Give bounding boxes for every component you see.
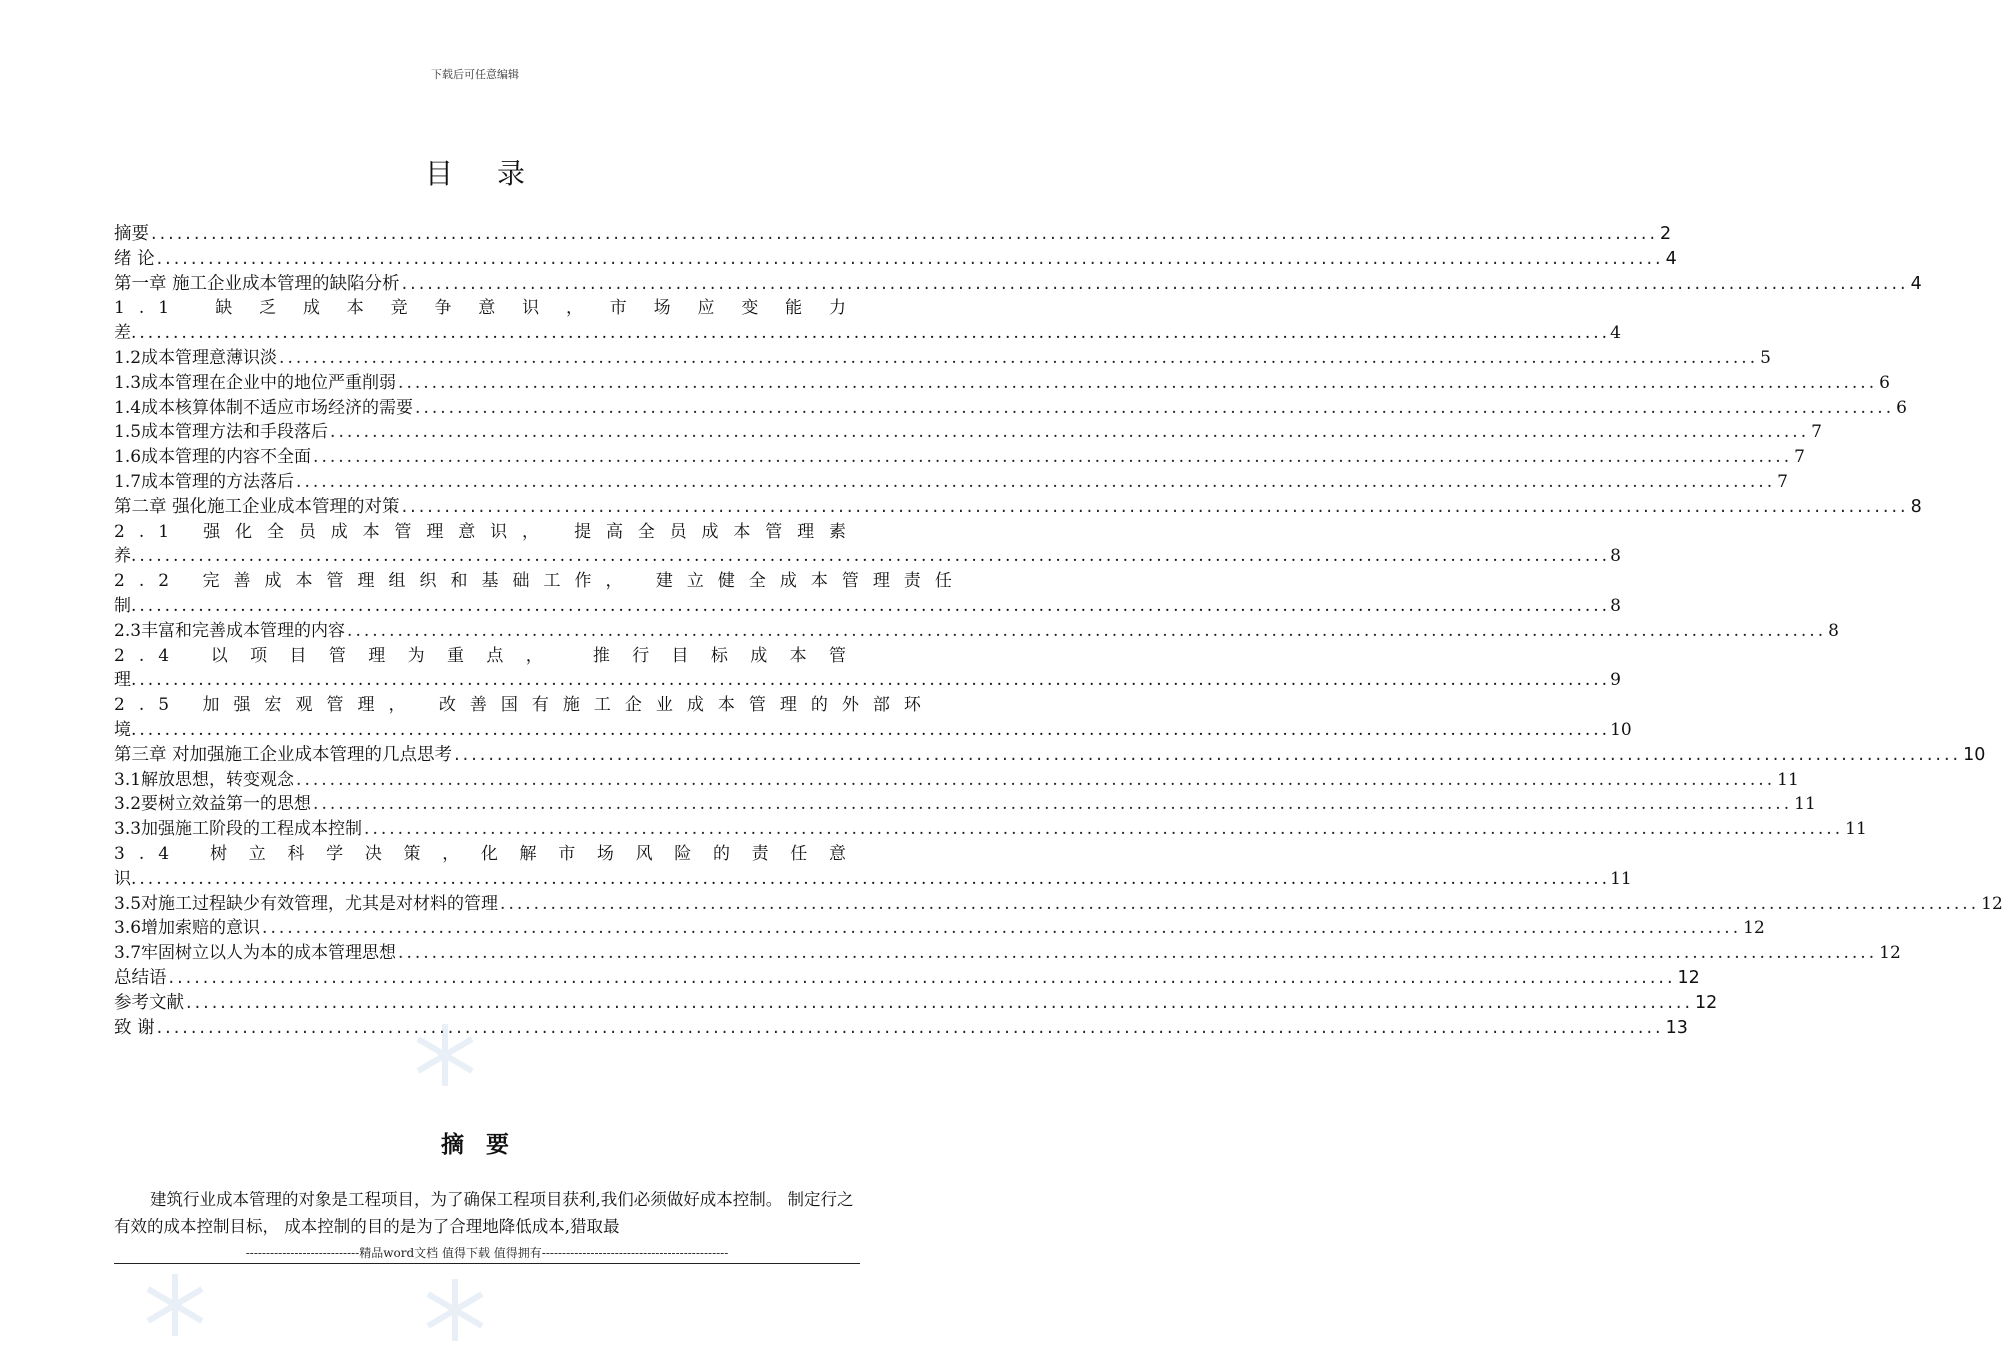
toc-page-number: 6 [1879,372,1890,393]
toc-page-number: 7 [1777,471,1788,492]
toc-entry[interactable] [114,222,1672,247]
toc-page-number: 11 [1794,794,1816,815]
toc-entry-label: 2.3丰富和完善成本管理的内容 [114,620,346,641]
toc-entry[interactable] [114,247,1677,272]
toc-entry-label: 第二章 强化施工企业成本管理的对策 [114,496,400,517]
toc-leader-dots [169,966,1676,991]
toc-leader-dots [131,321,1610,346]
toc-page-number: 8 [1828,620,1839,641]
toc-entry-label: 1.7成本管理的方法落后 [114,471,295,492]
toc-entry[interactable] [114,693,1632,743]
toc-entry-label: 1.1 缺乏成本竞争意识，市场应变能力 [114,298,860,319]
toc-page-number: 8 [1610,595,1621,616]
toc-entry-label: 3.2要树立效益第一的思想 [114,794,312,815]
toc-page-number: 12 [1695,992,1718,1013]
toc-page-number: 12 [1743,918,1765,939]
toc-entry-label: 1.6成本管理的内容不全面 [114,447,312,468]
toc-page-number: 7 [1794,447,1805,468]
toc-entry-label: 1.2成本管理意薄识淡 [114,347,278,368]
snowflake-watermark-icon [140,1270,210,1340]
toc-leader-dots [330,420,1809,445]
toc-entry-label: 3.6增加索赔的意识 [114,918,261,939]
toc-entry[interactable] [114,892,2003,917]
toc-entry[interactable] [114,991,1718,1016]
toc-leader-dots [131,594,1610,619]
toc-entry-label-tail: 养 [114,546,131,567]
toc-entry[interactable] [114,941,1901,966]
toc-entry-label: 致 谢 [114,1017,155,1038]
toc-leader-dots [398,371,1877,396]
toc-leader-dots [131,718,1610,743]
toc-page-number: 2 [1660,224,1672,244]
abstract-title: 摘要 [441,1132,531,1158]
toc-leader-dots [296,768,1775,793]
toc-leader-dots [402,495,1909,520]
table-of-contents [114,222,2003,1040]
toc-entry[interactable] [114,644,1621,694]
toc-entry-label: 3.5对施工过程缺少有效管理，尤其是对材料的管理 [114,893,499,914]
toc-entry-label: 总结语 [114,967,167,988]
toc-leader-dots [157,1016,1664,1041]
toc-entry-label: 2.5 加强宏观管理， 改善国有施工企业成本管理的外部环 [114,695,935,716]
toc-page-number: 12 [1677,967,1700,988]
toc-entry[interactable] [114,495,1922,520]
snowflake-watermark-icon [420,1275,490,1345]
toc-leader-dots [157,247,1664,272]
toc-entry-label-tail: 差 [114,323,131,344]
toc-leader-dots [296,470,1775,495]
toc-entry-label-tail: 制 [114,595,131,616]
toc-entry[interactable] [114,569,1621,619]
toc-page-number: 11 [1845,819,1867,840]
toc-entry-label: 3.1解放思想，转变观念 [114,769,295,790]
toc-entry-label: 3.7牢固树立以人为本的成本管理思想 [114,943,397,964]
toc-leader-dots [131,668,1610,693]
toc-page-number: 11 [1777,769,1799,790]
toc-entry-label: 第三章 对加强施工企业成本管理的几点思考 [114,744,453,765]
toc-leader-dots [262,916,1741,941]
toc-entry-label: 1.4成本核算体制不适应市场经济的需要 [114,397,414,418]
toc-page-number: 11 [1610,868,1632,889]
toc-page-number: 4 [1910,273,1922,294]
toc-page-number: 8 [1910,496,1922,517]
toc-entry[interactable] [114,470,1788,495]
header-note: 下载后可任意编辑 [431,68,519,81]
toc-entry[interactable] [114,346,1771,371]
toc-page-number: 7 [1811,422,1822,443]
footer-note: ----------------------------精品word文档 值得下载 值得拥有---------------------------------------------- [245,1246,729,1260]
toc-page-number: 5 [1760,347,1771,368]
toc-entry-label: 1.5成本管理方法和手段落后 [114,422,329,443]
toc-page-number: 4 [1665,248,1677,269]
toc-entry-label: 2.2 完善成本管理组织和基础工作， 建立健全成本管理责任 [114,571,966,592]
toc-entry-label-tail: 识 [114,868,131,889]
footer-divider [114,1263,860,1264]
toc-entry[interactable] [114,296,1621,346]
toc-leader-dots [454,743,1961,768]
toc-page-number: 10 [1963,744,1986,765]
toc-entry-label: 3.3加强施工阶段的工程成本控制 [114,819,363,840]
toc-entry[interactable] [114,768,1799,793]
abstract-text: 建筑行业成本管理的对象是工程项目，为了确保工程项目获利,我们必须做好成本控制。 制定行之有效的成本控制目标， 成本控制的目的是为了合理地降低成本,猎取最 [114,1190,854,1236]
toc-entry[interactable] [114,371,1890,396]
toc-leader-dots [131,867,1610,892]
toc-leader-dots [398,941,1877,966]
toc-leader-dots [131,544,1610,569]
toc-entry[interactable] [114,743,1986,768]
toc-entry[interactable] [114,619,1839,644]
snowflake-watermark-icon [410,1020,480,1090]
toc-entry-label: 绪 论 [114,248,155,269]
toc-entry[interactable] [114,817,1867,842]
toc-entry[interactable] [114,842,1632,892]
toc-entry-label: 第一章 施工企业成本管理的缺陷分析 [114,273,400,294]
toc-entry[interactable] [114,1016,1688,1041]
toc-page-number: 9 [1610,670,1621,691]
toc-entry[interactable] [114,396,1907,421]
toc-entry-label: 2.4 以项目管理为重点， 推行目标成本管 [114,645,860,666]
toc-entry-label: 参考文献 [114,992,184,1013]
toc-leader-dots [279,346,1758,371]
toc-leader-dots [151,222,1658,247]
toc-entry-label-tail: 境 [114,719,131,740]
toc-entry[interactable] [114,792,1816,817]
toc-leader-dots [313,792,1792,817]
toc-entry-label: 1.3成本管理在企业中的地位严重削弱 [114,372,397,393]
toc-title: 目录 [424,157,569,190]
toc-entry[interactable] [114,272,1922,297]
toc-page-number: 10 [1610,719,1632,740]
toc-leader-dots [402,272,1909,297]
toc-entry[interactable] [114,916,1765,941]
toc-entry-label: 摘要 [114,224,149,244]
toc-entry-label-tail: 理 [114,670,131,691]
toc-leader-dots [186,991,1693,1016]
toc-entry[interactable] [114,966,1700,991]
toc-page-number: 6 [1896,397,1907,418]
toc-leader-dots [364,817,1843,842]
toc-page-number: 13 [1665,1017,1688,1038]
toc-entry-label: 2.1 强化全员成本管理意识， 提高全员成本管理素 [114,521,860,542]
toc-page-number: 8 [1610,546,1621,567]
toc-page-number: 12 [1981,893,2003,914]
toc-entry[interactable] [114,520,1621,570]
toc-leader-dots [415,396,1894,421]
toc-leader-dots [313,445,1792,470]
toc-entry[interactable] [114,420,1822,445]
toc-entry-label: 3.4 树立科学决策，化解市场风险的责任意 [114,843,860,864]
toc-leader-dots [500,892,1979,917]
toc-entry[interactable] [114,445,1805,470]
toc-page-number: 4 [1610,323,1621,344]
toc-page-number: 12 [1879,943,1901,964]
toc-leader-dots [347,619,1826,644]
